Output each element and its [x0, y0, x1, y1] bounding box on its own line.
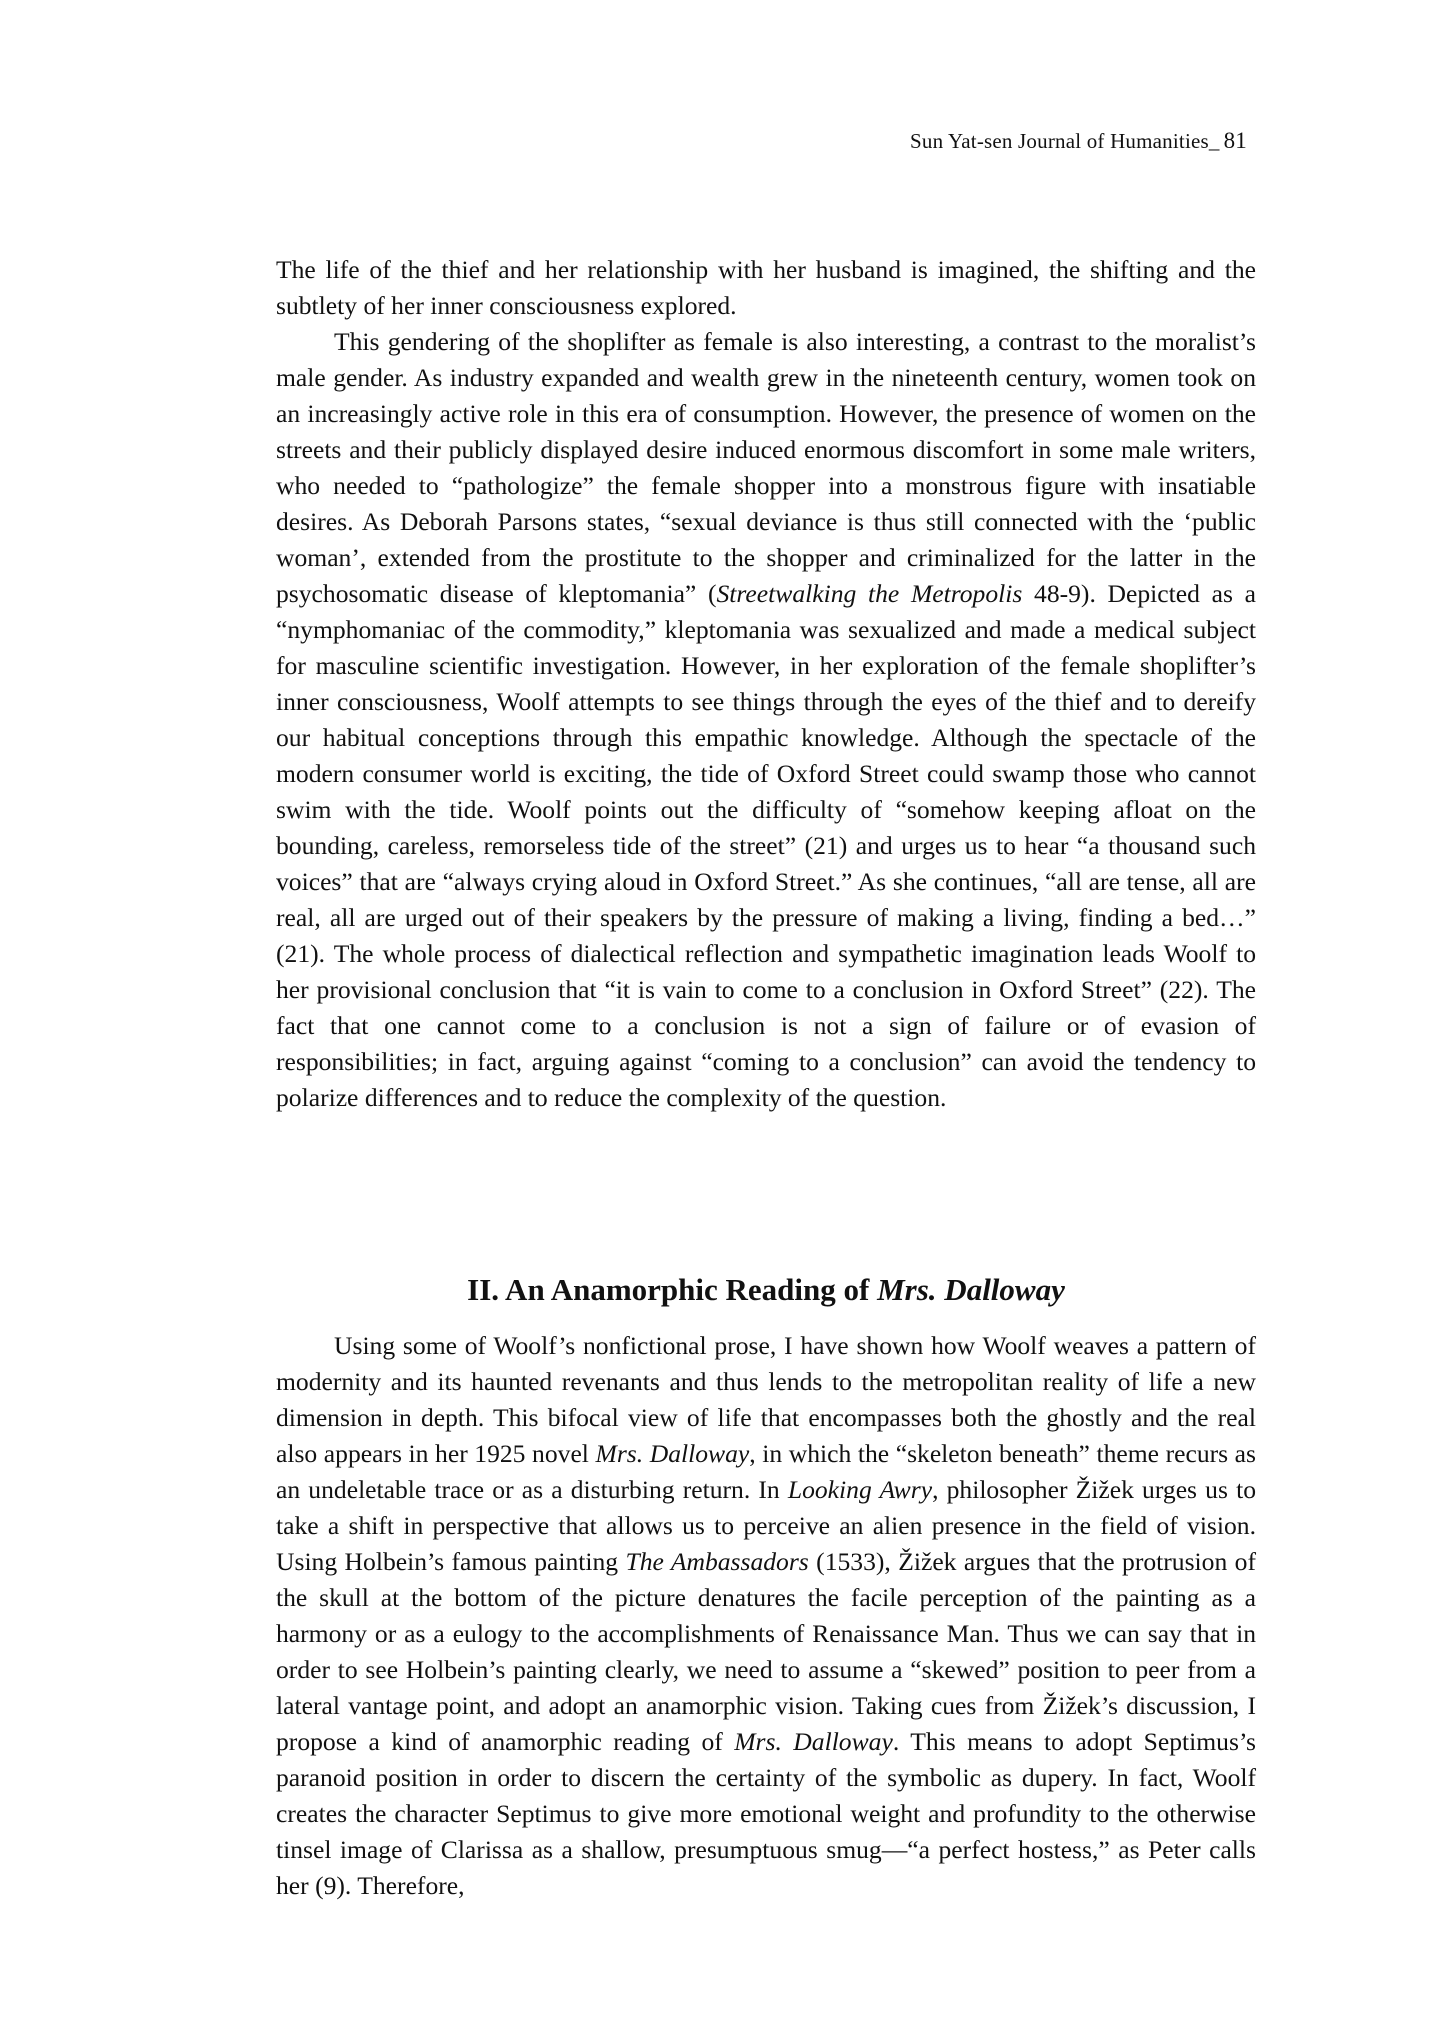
text-run: The life of the thief and her relationship with her husband is imagined, the shifting and the subtlety of her inner consciousness explored.: [276, 255, 1256, 320]
italic-title: Mrs. Dalloway: [595, 1439, 750, 1468]
text-run: . This means to adopt Septimus’s paranoid position in order to discern the certainty of the symbolic as dupery. In fact, Woolf creates the character Septimus to give more emotional weight and profundity to the otherwise tinsel image of Clarissa as a shallow, presumptuous smug—“a perfect hostess,” as Peter calls her (9). Therefore,: [276, 1727, 1257, 1900]
text-run: , philosopher Žižek urges us to take a shift in perspective that allows us to perceive an alien presence in the field of vision. Using Holbein’s famous painting: [276, 1475, 1256, 1576]
italic-title: Mrs. Dalloway: [734, 1727, 893, 1756]
running-header: [910, 128, 1247, 154]
text-run: , in which the “skeleton beneath” theme recurs as an undeletable trace or as a disturbing return. In: [276, 1439, 1257, 1504]
section-heading: [276, 1270, 1256, 1310]
text-run: This gendering of the shoplifter as female is also interesting, a contrast to the moralist’s male gender. As industry expanded and wealth grew in the nineteenth century, women took on an increasingly active role in this era of consumption. However, the presence of women on the streets and their publicly displayed desire induced enormous discomfort in some male writers, who needed to “pathologize” the female shopper into a monstrous figure with insatiable desires. As Deborah Parsons states, “sexual deviance is thus still connected with the ‘public woman’, extended from the prostitute to the shopper and criminalized for the latter in the psychosomatic disease of kleptomania” (: [276, 327, 1256, 608]
paragraph-anamorphic: [276, 1328, 1256, 1904]
text-run: Using some of Woolf’s nonfictional prose, I have shown how Woolf weaves a pattern of modernity and its haunted revenants and thus lends to the metropolitan reality of life a new dimension in depth. This bifocal view of life that encompasses both the ghostly and the real also appears in her 1925 novel: [276, 1331, 1256, 1468]
text-run: 48-9). Depicted as a “nymphomaniac of the commodity,” kleptomania was sexualized and made a medical subject for masculine scientific investigation. However, in her exploration of the female shoplifter’s inner consciousness, Woolf attempts to see things through the eyes of the thief and to dereify our habitual conceptions through this empathic knowledge. Although the spectacle of the modern consumer world is exciting, the tide of Oxford Street could swamp those who cannot swim with the tide. Woolf points out the difficulty of “somehow keeping afloat on the bounding, careless, remorseless tide of the street” (21) and urges us to hear “a thousand such voices” that are “always crying aloud in Oxford Street.” As she continues, “all are tense, all are real, all are urged out of their speakers by the pressure of making a living, finding a bed…” (21). The whole process of dialectical reflection and sympathetic imagination leads Woolf to her provisional conclusion that “it is vain to come to a conclusion in Oxford Street” (22). The fact that one cannot come to a conclusion is not a sign of failure or of evasion of responsibilities; in fact, arguing against “coming to a conclusion” can avoid the tendency to polarize differences and to reduce the complexity of the question.: [276, 579, 1256, 1112]
page-number: 81: [1223, 128, 1247, 153]
italic-title: Streetwalking the Metropolis: [716, 579, 1023, 608]
heading-text: II. An Anamorphic Reading of: [467, 1272, 878, 1307]
body-text-before-section: [276, 252, 1256, 1116]
journal-title: Sun Yat-sen Journal of Humanities_: [910, 129, 1220, 153]
italic-title: Looking Awry: [787, 1475, 933, 1504]
text-run: (1533), Žižek argues that the protrusion of the skull at the bottom of the picture denatures the facile perception of the painting as a harmony or as a eulogy to the accomplishments of Renaissance Man. Thus we can say that in order to see Holbein’s painting clearly, we need to assume a “skewed” position to peer from a lateral vantage point, and adopt an anamorphic vision. Taking cues from Žižek’s discussion, I propose a kind of anamorphic reading of: [276, 1547, 1256, 1756]
heading-italic-title: Mrs. Dalloway: [877, 1272, 1065, 1307]
italic-title: The Ambassadors: [625, 1547, 809, 1576]
paragraph-continuation: [276, 252, 1256, 324]
paragraph-shoplifter: [276, 324, 1256, 1116]
body-text-after-section: [276, 1328, 1256, 1904]
